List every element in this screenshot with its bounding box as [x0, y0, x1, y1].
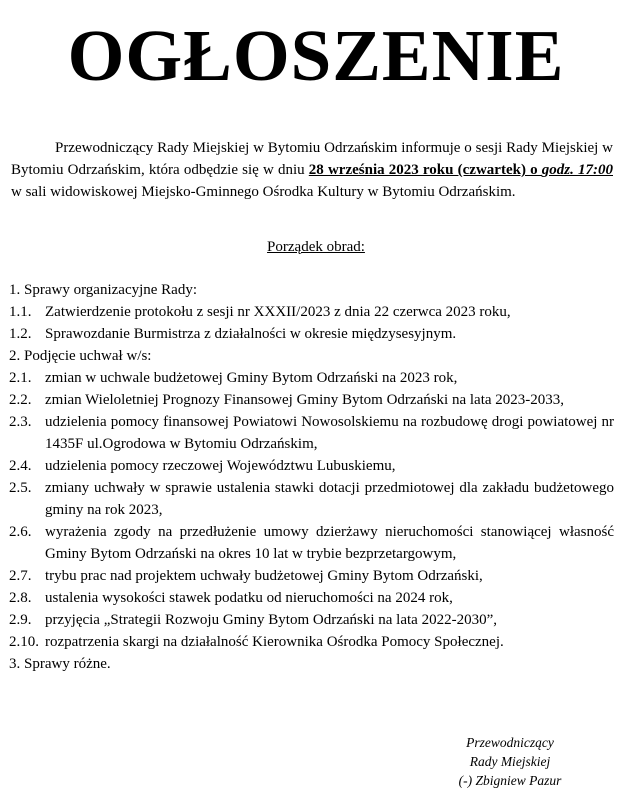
session-time: godz. 17:00: [541, 162, 613, 178]
agenda-subitem-text: udzielenia pomocy rzeczowej Województwu Lubuskiemu,: [45, 458, 396, 474]
agenda-subitem-number: 2.5.: [9, 480, 32, 496]
agenda-subitem: [9, 301, 614, 323]
agenda-subitem: [9, 477, 614, 521]
agenda-subitem-number: 2.8.: [9, 590, 32, 606]
agenda-subitem-number: 2.2.: [9, 392, 32, 408]
agenda-subitem-number: 2.3.: [9, 414, 32, 430]
agenda-subitem-text: wyrażenia zgody na przedłużenie umowy dzierżawy nieruchomości stanowiącej własność Gminy Bytom Odrzański na okres 10 lat w trybie bezprzetargowym,: [45, 524, 614, 562]
agenda-subitem: [9, 389, 614, 411]
agenda-subitem-number: 2.9.: [9, 612, 32, 628]
agenda-subitem-number: 2.6.: [9, 524, 32, 540]
agenda-subitem-text: przyjęcia „Strategii Rozwoju Gminy Bytom Odrzański na lata 2022-2030”,: [45, 612, 497, 628]
agenda-subitem: [9, 609, 614, 631]
agenda-list: [9, 279, 614, 675]
session-date: 28 września 2023 roku (czwartek) o: [308, 162, 542, 178]
intro-text-start: Przewodniczący Rady Miejskiej w Bytomiu Odrzańskim informuje o sesji Rady Miejskiej w Bytomiu Odrzańskim, która odbędzie się w dniu: [11, 140, 613, 178]
signature-council: Rady Miejskiej: [469, 754, 551, 769]
agenda-subitem-number: 2.4.: [9, 458, 32, 474]
agenda-subitem-text: zmiany uchwały w sprawie ustalenia stawki dotacji przedmiotowej dla zakładu budżetowego gminy na rok 2023,: [45, 480, 614, 518]
agenda-subitem-text: Zatwierdzenie protokołu z sesji nr XXXII/2023 z dnia 22 czerwca 2023 roku,: [45, 304, 511, 320]
agenda-subitem-text: udzielenia pomocy finansowej Powiatowi Nowosolskiemu na rozbudowę drogi powiatowej nr 1435F ul.Ogrodowa w Bytomiu Odrzańskim,: [45, 414, 614, 452]
agenda-subitem: [9, 455, 614, 477]
agenda-heading: Porządek obrad:: [267, 239, 365, 255]
agenda-subitem: [9, 323, 614, 345]
agenda-subitem-number: 2.1.: [9, 370, 32, 386]
agenda-subitem-text: trybu prac nad projektem uchwały budżetowej Gminy Bytom Odrzański,: [45, 568, 483, 584]
agenda-subitem: [9, 367, 614, 389]
agenda-subitem-number: 1.2.: [9, 326, 32, 342]
agenda-subitem: [9, 565, 614, 587]
signature-name: (-) Zbigniew Pazur: [458, 773, 562, 788]
page-title: OGŁOSZENIE: [67, 15, 565, 96]
intro-text-end: w sali widowiskowej Miejsko-Gminnego Ośrodka Kultury w Bytomiu Odrzańskim.: [11, 184, 516, 200]
agenda-subitem: [9, 631, 614, 653]
signature-block: [410, 733, 610, 790]
agenda-item-3: 3. Sprawy różne.: [9, 656, 111, 672]
intro-paragraph: [11, 137, 613, 203]
agenda-subitem: [9, 587, 614, 609]
agenda-item-1: 1. Sprawy organizacyjne Rady:: [9, 282, 198, 298]
agenda-subitem: [9, 411, 614, 455]
agenda-subitem-number: 2.7.: [9, 568, 32, 584]
agenda-subitem-text: ustalenia wysokości stawek podatku od nieruchomości na 2024 rok,: [45, 590, 453, 606]
agenda-subitem-number: 1.1.: [9, 304, 32, 320]
agenda-subitem-text: rozpatrzenia skargi na działalność Kierownika Ośrodka Pomocy Społecznej.: [45, 634, 504, 650]
agenda-subitem-number: 2.10.: [9, 634, 39, 650]
agenda-item-2: 2. Podjęcie uchwał w/s:: [9, 348, 152, 364]
agenda-subitem-text: Sprawozdanie Burmistrza z działalności w okresie międzysesyjnym.: [45, 326, 457, 342]
agenda-subitem: [9, 521, 614, 565]
signature-title: Przewodniczący: [466, 735, 554, 750]
agenda-subitem-text: zmian Wieloletniej Prognozy Finansowej Gminy Bytom Odrzański na lata 2023-2033,: [45, 392, 565, 408]
agenda-subitem-text: zmian w uchwale budżetowej Gminy Bytom Odrzański na 2023 rok,: [45, 370, 458, 386]
